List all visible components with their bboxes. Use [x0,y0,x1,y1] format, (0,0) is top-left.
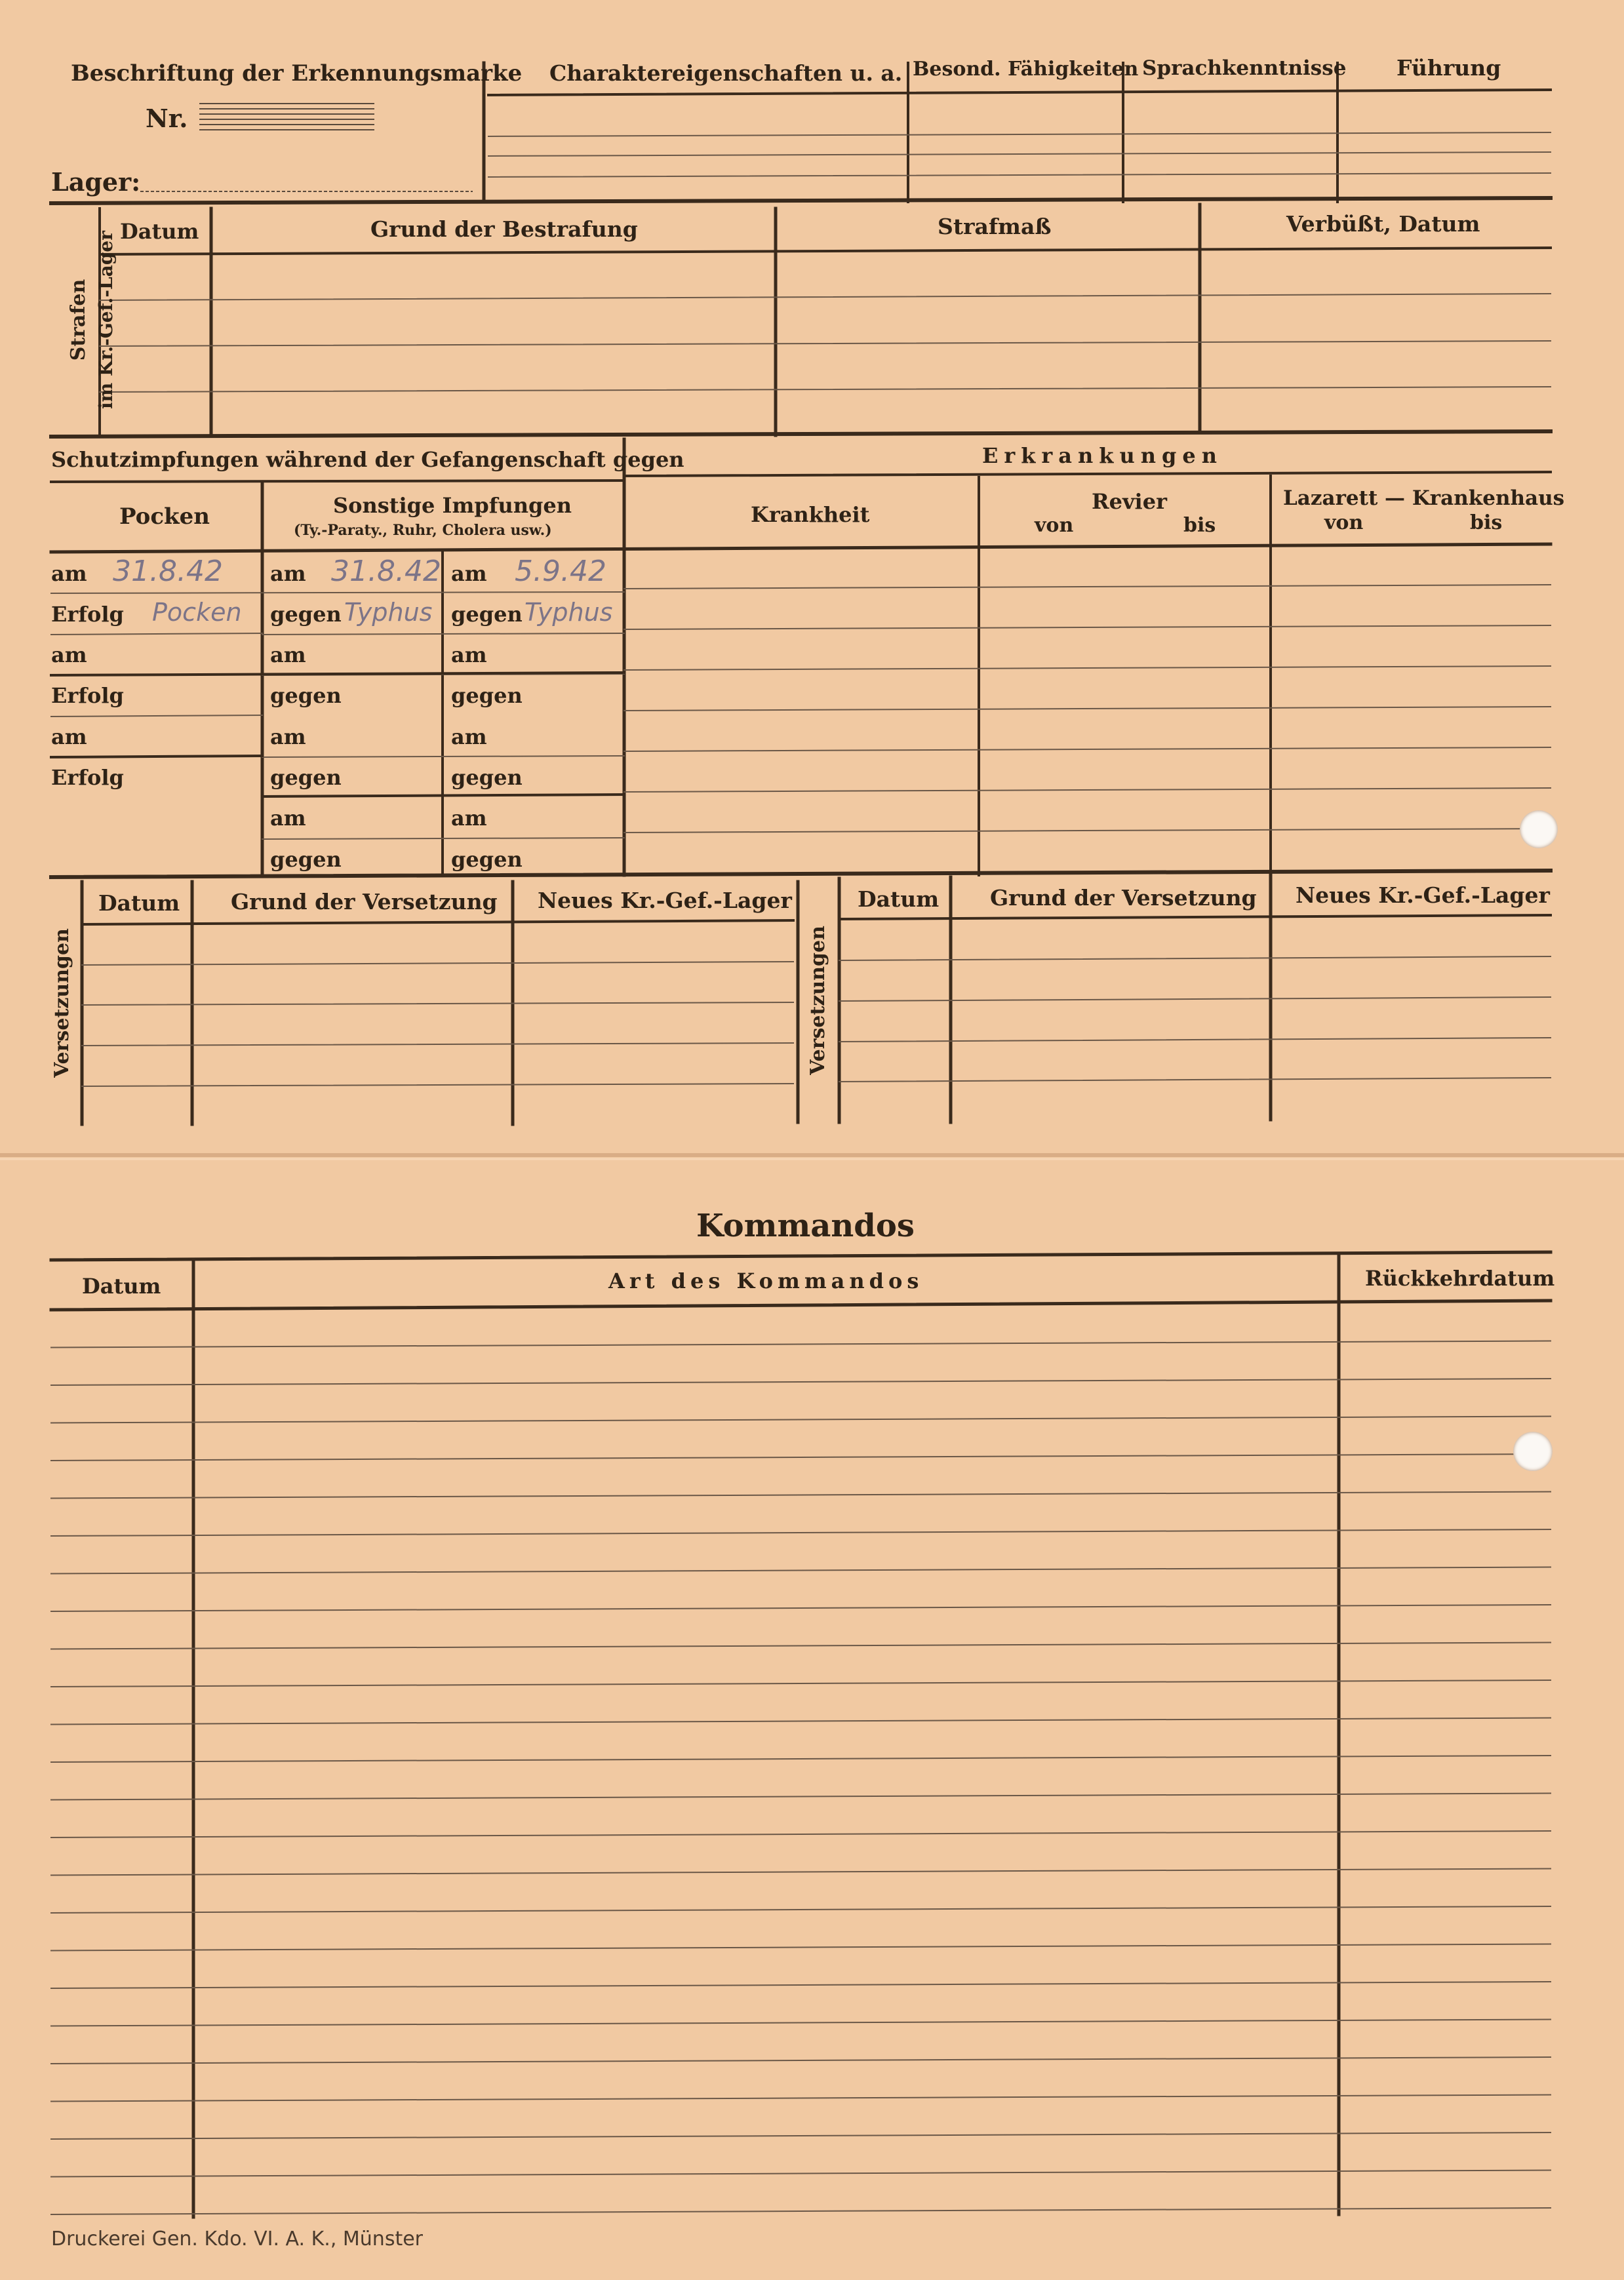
other2-am: am [451,642,487,667]
other1-gegen: gegen [270,765,342,790]
col-special-skills: Besond. Fähigkeiten [913,58,1139,81]
penalties-col-reason: Grund der Bestrafung [370,216,638,242]
handwritten-other2-date: 5.9.42 [515,555,606,588]
handwritten-other1-against: Typhus [344,598,433,627]
other2-am: am [451,561,487,586]
handwritten-pocken-result: Pocken [152,598,242,627]
transfers-right-col-new-camp: Neues Kr.-Gef.-Lager [1296,882,1550,908]
other1-am: am [270,806,306,831]
other1-gegen: gegen [270,602,342,627]
col-hospital: Lazarett — Krankenhaus [1283,486,1565,510]
other1-am: am [270,724,306,749]
kommandos-col-return: Rückkehrdatum [1365,1266,1555,1291]
col-conduct: Führung [1396,55,1501,81]
lager-label: Lager: [51,167,141,197]
transfers-left-col-reason: Grund der Versetzung [231,889,498,914]
col-other-vaccinations-sub: (Ty.-Paraty., Ruhr, Cholera usw.) [294,522,552,539]
nr-label: Nr. [146,104,188,133]
printer-imprint: Druckerei Gen. Kdo. VI. A. K., Münster [51,2228,423,2251]
penalties-side-label-2: im Kr.-Gef.-Lager [95,231,117,410]
other1-gegen: gegen [270,847,342,872]
tag-inscription-label: Beschriftung der Erkennungsmarke [71,60,523,87]
pocken-am: am [51,642,87,667]
transfers-right-col-reason: Grund der Versetzung [990,885,1257,911]
col-sickbay: Revier [1092,489,1167,514]
sickbay-from: von [1035,514,1074,537]
sickbay-to: bis [1183,514,1216,537]
col-character-traits: Charaktereigenschaften u. a. [549,60,903,86]
kommandos-top-rule [51,1252,1551,1260]
other1-am: am [270,642,306,667]
handwritten-other1-date: 31.8.42 [331,555,441,588]
section-rule [51,431,1551,437]
transfers-left-col-new-camp: Neues Kr.-Gef.-Lager [538,888,792,913]
section-rule [51,198,1551,203]
transfers-side-label-left: Versetzungen [50,928,73,1078]
hospital-from: von [1324,511,1364,534]
penalties-side-label-1: Strafen [67,279,90,361]
illnesses-title: Erkrankungen [982,443,1223,468]
transfers-side-label-right: Versetzungen [806,926,829,1075]
other2-gegen: gegen [451,683,523,708]
transfers-left-col-date: Datum [98,890,180,916]
header-lines [488,132,1551,177]
transfers-right-col-date: Datum [858,886,940,912]
punch-hole [1520,810,1558,848]
pocken-am: am [51,724,87,749]
other2-gegen: gegen [451,765,523,790]
other1-am: am [270,561,306,586]
other2-gegen: gegen [451,847,523,872]
handwritten-pocken-date: 31.8.42 [113,555,223,588]
handwritten-other2-against: Typhus [525,598,613,627]
punch-hole [1513,1432,1553,1471]
col-illness: Krankheit [751,502,870,527]
other2-gegen: gegen [451,602,523,627]
col-other-vaccinations: Sonstige Impfungen [333,493,572,518]
nr-hatch-box [200,104,374,130]
pocken-erfolg: Erfolg [51,765,124,790]
vaccinations-title: Schutzimpfungen während der Gefangenschaft gegen [51,447,684,472]
col-smallpox: Pocken [119,503,210,530]
kommandos-col-type: Art des Kommandos [608,1268,924,1293]
pocken-am: am [51,561,87,586]
other2-am: am [451,724,487,749]
kommandos-col-date: Datum [82,1274,161,1299]
penalties-col-date: Datum [120,219,199,244]
header-rule [488,90,1551,95]
col-languages: Sprachkenntnisse [1142,56,1347,80]
kommandos-header-rule [51,1301,1551,1310]
penalties-col-measure: Strafmaß [938,214,1052,239]
penalties-col-served: Verbüßt, Datum [1286,211,1480,237]
kommandos-ruled-lines [51,1341,1551,2215]
hospital-to: bis [1470,511,1503,534]
pocken-erfolg: Erfolg [51,602,124,627]
kommandos-title: Kommandos [696,1208,915,1244]
other1-gegen: gegen [270,683,342,708]
other2-am: am [451,806,487,831]
pocken-erfolg: Erfolg [51,683,124,708]
